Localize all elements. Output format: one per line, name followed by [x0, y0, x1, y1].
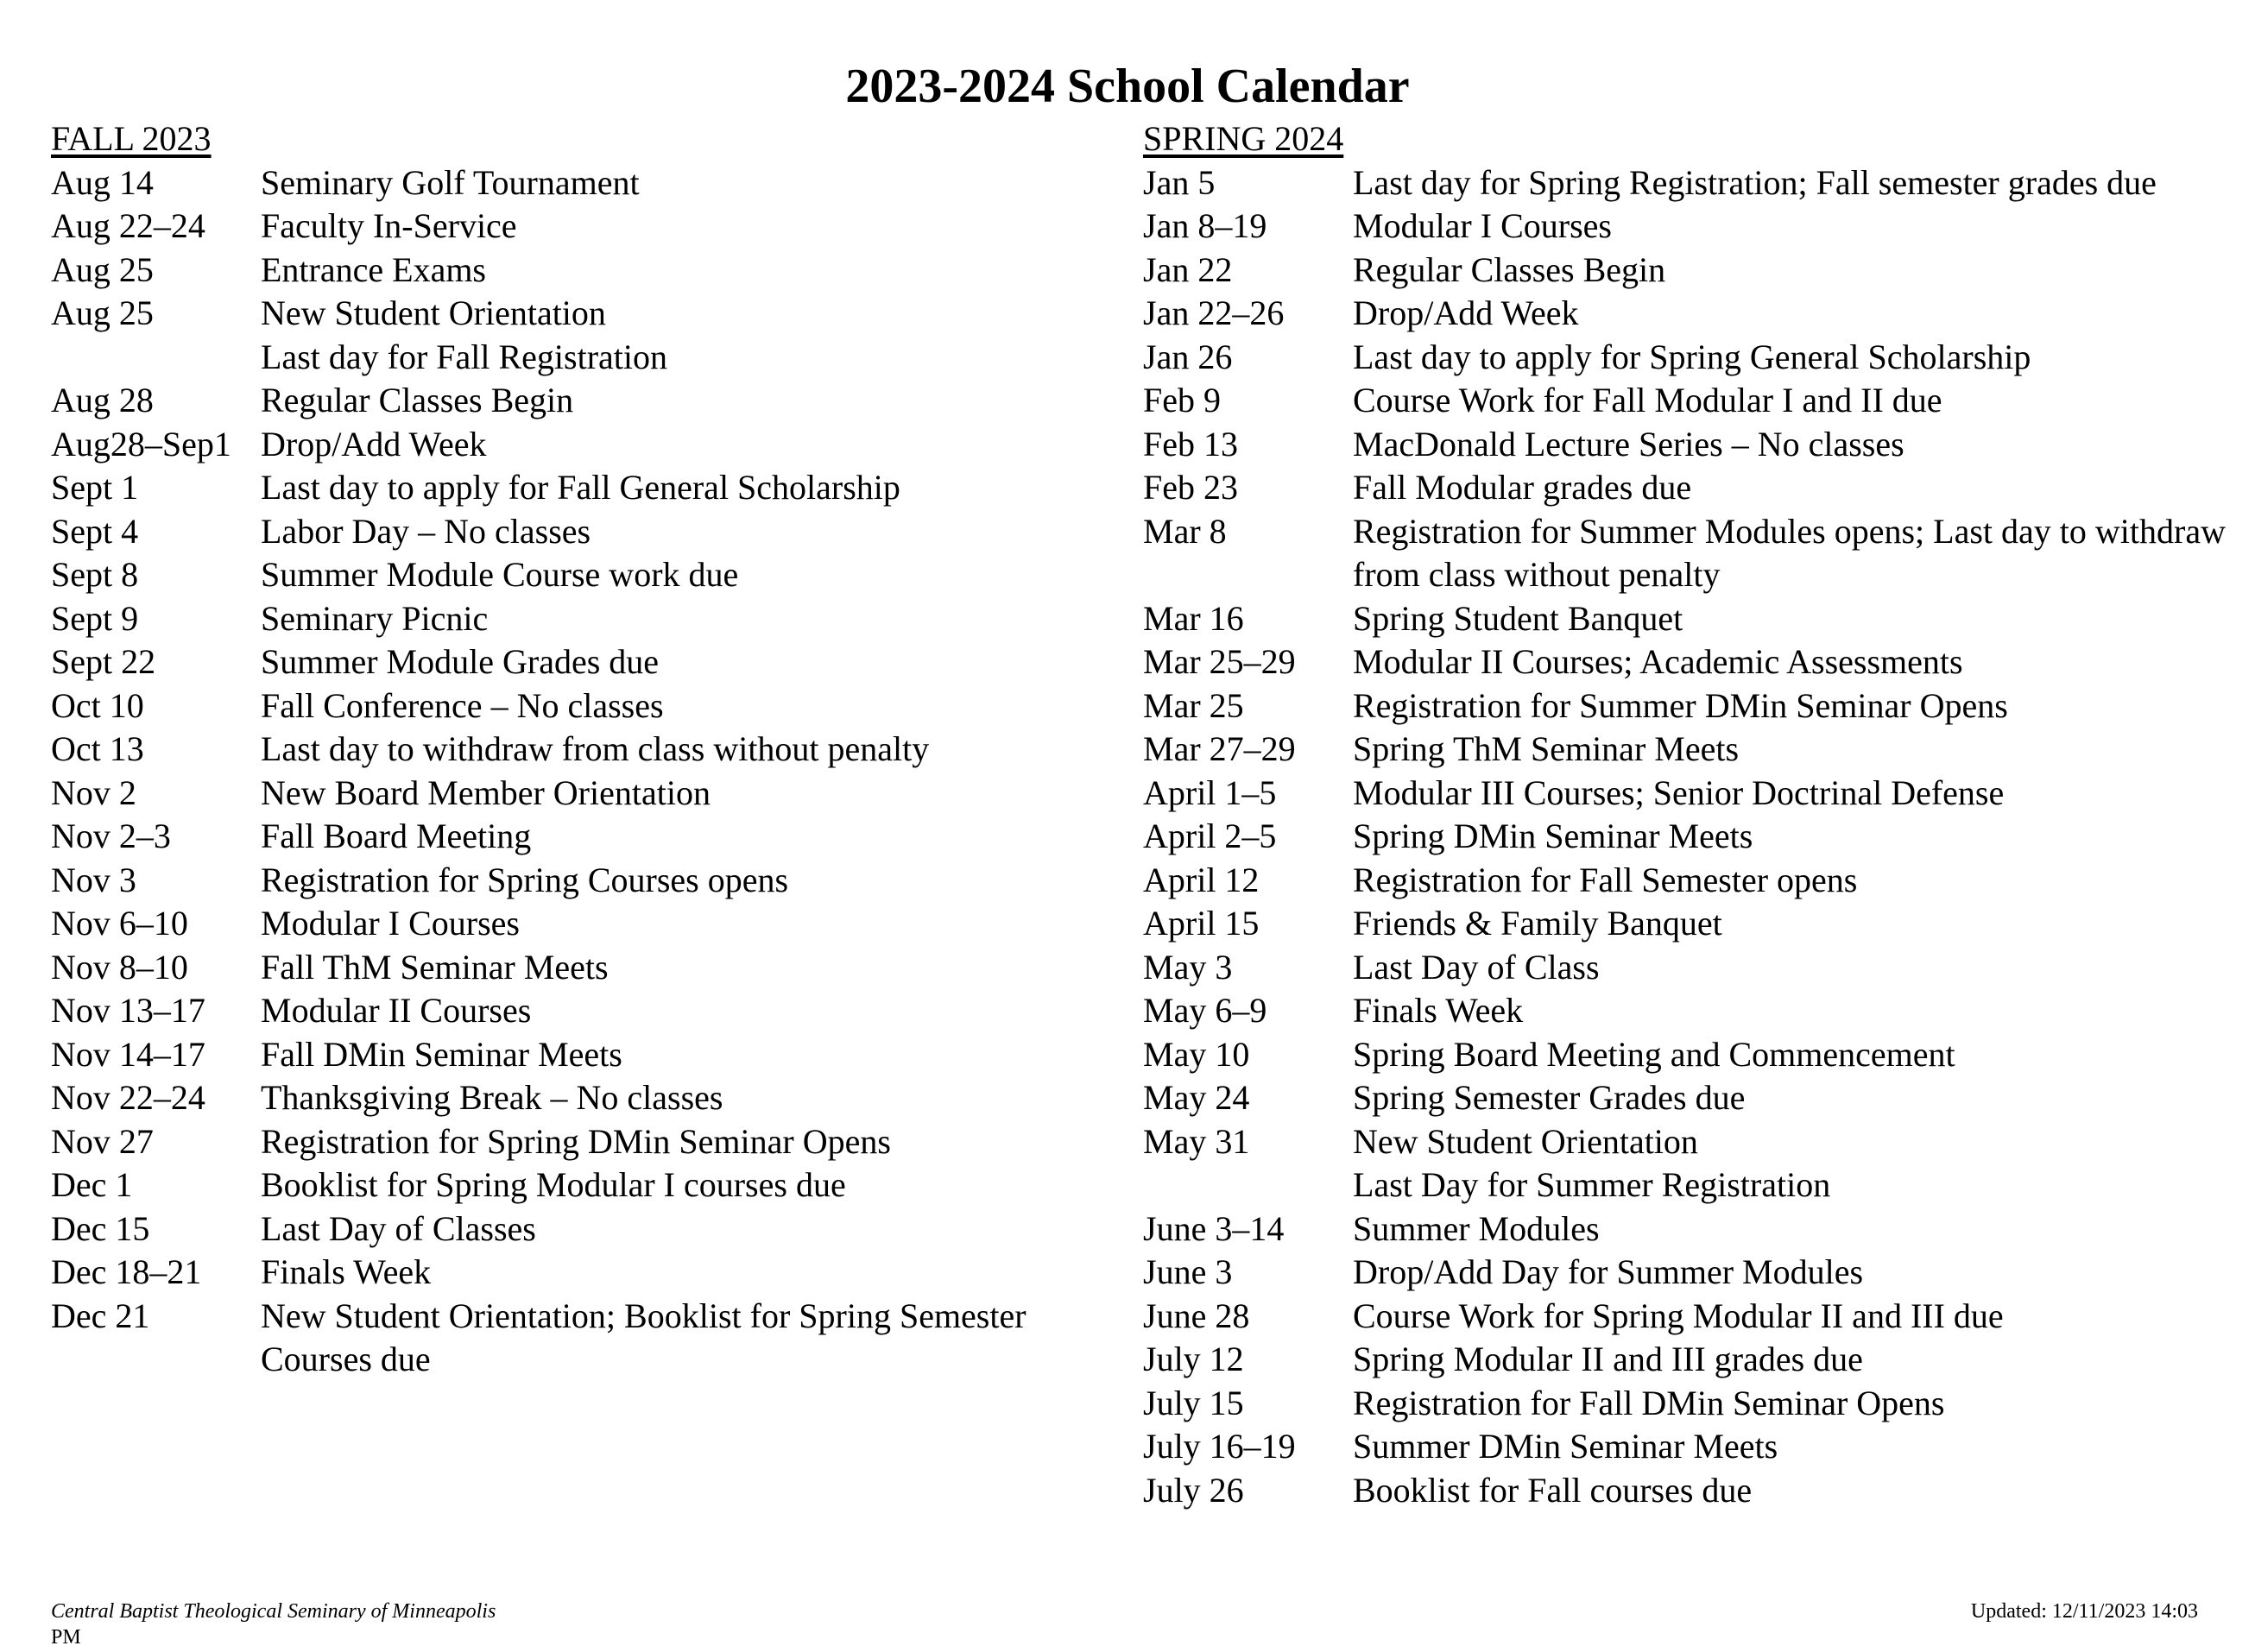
event-date: July 26: [1143, 1470, 1244, 1510]
event-description: Summer Module Course work due: [261, 555, 739, 594]
event-date: May 24: [1143, 1078, 1250, 1117]
calendar-event-row: [1143, 859, 2231, 903]
calendar-event-row: [1143, 249, 2231, 293]
event-date: Aug 28: [51, 381, 154, 419]
calendar-event-row: [51, 161, 1113, 205]
event-date: Feb 9: [1143, 381, 1221, 419]
calendar-event-row: [51, 902, 1113, 946]
event-date: Feb 23: [1143, 468, 1238, 507]
event-description: Spring Board Meeting and Commencement: [1353, 1034, 1955, 1074]
event-description: Course Work for Spring Modular II and III due: [1353, 1296, 2004, 1335]
calendar-event-row: [1143, 728, 2231, 772]
event-description: Regular Classes Begin: [261, 381, 574, 419]
event-date: Mar 8: [1143, 511, 1227, 551]
calendar-event-row: [51, 1295, 1113, 1382]
event-date: June 28: [1143, 1296, 1250, 1335]
event-description: New Student Orientation; Booklist for Spring Semester Courses due: [261, 1296, 1026, 1378]
event-date: Mar 25–29: [1143, 642, 1296, 681]
event-description: Summer DMin Seminar Meets: [1353, 1427, 1778, 1466]
event-date: Dec 18–21: [51, 1252, 202, 1291]
calendar-event-row: [1143, 1163, 2231, 1207]
event-description: Last day for Fall Registration: [261, 337, 668, 376]
event-description: Fall Conference – No classes: [261, 685, 664, 725]
calendar-event-row: [51, 1033, 1113, 1077]
calendar-event-row: [1143, 161, 2231, 205]
event-date: Sept 4: [51, 511, 139, 551]
calendar-event-row: [1143, 205, 2231, 249]
event-date: Aug 14: [51, 162, 154, 202]
event-date: May 3: [1143, 947, 1233, 987]
event-date: Aug28–Sep1: [51, 424, 231, 463]
event-description: Modular II Courses: [261, 991, 532, 1030]
event-date: Nov 2: [51, 772, 136, 812]
calendar-event-row: [51, 989, 1113, 1033]
calendar-event-row: [1143, 466, 2231, 510]
event-description: Spring Semester Grades due: [1353, 1078, 1746, 1117]
calendar-event-row: [1143, 1338, 2231, 1382]
event-date: Aug 22–24: [51, 206, 205, 245]
event-date: [1143, 1163, 1353, 1207]
event-date: Jan 26: [1143, 337, 1233, 376]
event-date: Aug 25: [51, 293, 154, 332]
event-date: Sept 22: [51, 642, 156, 681]
event-date: Mar 25: [1143, 685, 1244, 725]
event-description: Drop/Add Day for Summer Modules: [1353, 1252, 1864, 1291]
event-description: Registration for Spring DMin Seminar Opens: [261, 1121, 891, 1161]
event-date: Dec 15: [51, 1208, 150, 1248]
calendar-event-row: [1143, 1033, 2231, 1077]
event-description: Summer Module Grades due: [261, 642, 660, 681]
event-description: Last day to apply for Spring General Scholarship: [1353, 337, 2031, 376]
calendar-event-row: [1143, 815, 2231, 859]
event-date: May 31: [1143, 1121, 1250, 1161]
event-date: [51, 336, 261, 380]
event-description: Modular I Courses: [261, 904, 520, 943]
calendar-event-row: [1143, 1251, 2231, 1295]
event-date: May 6–9: [1143, 991, 1267, 1030]
event-description: Thanksgiving Break – No classes: [261, 1078, 723, 1117]
calendar-event-row: [51, 728, 1113, 772]
calendar-event-row: [1143, 989, 2231, 1033]
calendar-event-row: [51, 423, 1113, 467]
event-date: July 16–19: [1143, 1427, 1296, 1466]
calendar-event-row: [51, 1163, 1113, 1207]
calendar-event-row: [51, 249, 1113, 293]
calendar-event-row: [1143, 336, 2231, 380]
event-date: April 15: [1143, 904, 1260, 943]
event-date: Nov 6–10: [51, 904, 188, 943]
event-description: Modular III Courses; Senior Doctrinal Defense: [1353, 772, 2005, 812]
calendar-event-row: [51, 379, 1113, 423]
event-date: April 12: [1143, 860, 1260, 899]
event-date: Sept 9: [51, 598, 139, 638]
event-description: Spring DMin Seminar Meets: [1353, 817, 1753, 855]
event-date: Dec 1: [51, 1165, 133, 1204]
event-description: Finals Week: [261, 1252, 432, 1291]
event-date: Jan 5: [1143, 162, 1216, 202]
event-date: April 1–5: [1143, 772, 1277, 812]
calendar-event-row: [1143, 772, 2231, 816]
calendar-event-row: [1143, 1469, 2231, 1513]
event-date: Mar 16: [1143, 598, 1244, 638]
event-description: Fall Modular grades due: [1353, 468, 1692, 507]
fall-section: [51, 117, 1113, 1382]
calendar-event-row: [1143, 292, 2231, 336]
event-date: Nov 3: [51, 860, 136, 899]
event-description: Spring Modular II and III grades due: [1353, 1340, 1863, 1378]
calendar-event-row: [51, 946, 1113, 990]
event-date: Jan 8–19: [1143, 206, 1267, 245]
event-date: Nov 13–17: [51, 991, 205, 1030]
event-description: New Student Orientation: [261, 293, 606, 332]
event-date: Sept 1: [51, 468, 139, 507]
calendar-event-row: [1143, 1382, 2231, 1426]
calendar-event-row: [1143, 597, 2231, 641]
event-description: Labor Day – No classes: [261, 511, 591, 551]
event-date: Nov 2–3: [51, 817, 171, 855]
calendar-event-row: [1143, 1425, 2231, 1469]
event-description: Fall Board Meeting: [261, 817, 532, 855]
event-description: Modular II Courses; Academic Assessments: [1353, 642, 1963, 681]
footer-pm: PM: [51, 1626, 81, 1649]
event-description: Friends & Family Banquet: [1353, 904, 1722, 943]
calendar-event-row: [51, 597, 1113, 641]
event-date: Nov 14–17: [51, 1034, 205, 1074]
event-description: Fall DMin Seminar Meets: [261, 1034, 622, 1074]
event-description: New Student Orientation: [1353, 1121, 1698, 1161]
event-date: Nov 27: [51, 1121, 154, 1161]
event-date: May 10: [1143, 1034, 1250, 1074]
event-description: Regular Classes Begin: [1353, 249, 1666, 289]
event-description: Last day to apply for Fall General Scholarship: [261, 468, 900, 507]
calendar-event-row: [51, 510, 1113, 554]
calendar-event-row: [51, 466, 1113, 510]
event-date: Feb 13: [1143, 424, 1238, 463]
fall-heading: FALL 2023: [51, 119, 212, 158]
event-description: Registration for Fall DMin Seminar Opens: [1353, 1383, 1945, 1422]
event-date: July 12: [1143, 1340, 1244, 1378]
event-description: Last day for Spring Registration; Fall semester grades due: [1353, 162, 2157, 202]
calendar-event-row: [1143, 423, 2231, 467]
page-title: 2023-2024 School Calendar: [845, 60, 1410, 113]
event-description: Entrance Exams: [261, 249, 486, 289]
spring-heading: SPRING 2024: [1143, 119, 1344, 158]
event-date: Nov 8–10: [51, 947, 188, 987]
event-date: June 3: [1143, 1252, 1233, 1291]
event-description: Registration for Summer DMin Seminar Opens: [1353, 685, 2008, 725]
calendar-event-row: [1143, 1207, 2231, 1252]
event-description: Finals Week: [1353, 991, 1524, 1030]
event-description: Registration for Summer Modules opens; Last day to withdraw from class without penalty: [1353, 511, 2226, 594]
event-date: April 2–5: [1143, 817, 1277, 855]
event-description: MacDonald Lecture Series – No classes: [1353, 424, 1904, 463]
event-description: Last Day of Classes: [261, 1208, 536, 1248]
calendar-event-row: [51, 640, 1113, 684]
event-description: Registration for Fall Semester opens: [1353, 860, 1858, 899]
event-description: Drop/Add Week: [261, 424, 487, 463]
calendar-event-row: [51, 815, 1113, 859]
fall-events-list: [51, 161, 1113, 1382]
calendar-event-row: [51, 336, 1113, 380]
calendar-event-row: [1143, 1295, 2231, 1339]
calendar-event-row: [51, 292, 1113, 336]
event-description: Course Work for Fall Modular I and II due: [1353, 381, 1942, 419]
event-date: Dec 21: [51, 1296, 150, 1335]
event-description: Seminary Picnic: [261, 598, 489, 638]
event-description: Spring ThM Seminar Meets: [1353, 729, 1740, 768]
calendar-event-row: [51, 1207, 1113, 1252]
event-date: June 3–14: [1143, 1208, 1285, 1248]
event-description: Faculty In-Service: [261, 206, 517, 245]
calendar-event-row: [51, 684, 1113, 728]
calendar-event-row: [51, 205, 1113, 249]
event-description: Modular I Courses: [1353, 206, 1612, 245]
calendar-event-row: [51, 1076, 1113, 1120]
calendar-event-row: [1143, 510, 2231, 597]
event-date: Sept 8: [51, 555, 139, 594]
event-date: Jan 22: [1143, 249, 1233, 289]
calendar-event-row: [51, 1251, 1113, 1295]
calendar-event-row: [1143, 684, 2231, 728]
event-description: Booklist for Fall courses due: [1353, 1470, 1753, 1510]
calendar-event-row: [1143, 1120, 2231, 1164]
event-date: Nov 22–24: [51, 1078, 205, 1117]
event-description: Seminary Golf Tournament: [261, 162, 640, 202]
event-date: Oct 10: [51, 685, 144, 725]
event-date: July 15: [1143, 1383, 1244, 1422]
event-description: Fall ThM Seminar Meets: [261, 947, 609, 987]
calendar-event-row: [1143, 379, 2231, 423]
calendar-event-row: [51, 553, 1113, 597]
footer-updated: Updated: 12/11/2023 14:03: [1970, 1600, 2198, 1623]
event-description: Last day to withdraw from class without penalty: [261, 729, 930, 768]
event-description: Registration for Spring Courses opens: [261, 860, 789, 899]
calendar-event-row: [51, 859, 1113, 903]
calendar-event-row: [1143, 902, 2231, 946]
event-date: Jan 22–26: [1143, 293, 1285, 332]
footer-organization: Central Baptist Theological Seminary of Minneapolis: [51, 1600, 496, 1623]
calendar-event-row: [51, 1120, 1113, 1164]
spring-section: [1143, 117, 2231, 1512]
event-description: New Board Member Orientation: [261, 772, 711, 812]
calendar-event-row: [1143, 1076, 2231, 1120]
calendar-event-row: [1143, 640, 2231, 684]
calendar-event-row: [1143, 946, 2231, 990]
event-description: Spring Student Banquet: [1353, 598, 1683, 638]
footer-left: [51, 1598, 496, 1650]
event-description: Last Day of Class: [1353, 947, 1600, 987]
event-description: Booklist for Spring Modular I courses due: [261, 1165, 846, 1204]
event-date: Aug 25: [51, 249, 154, 289]
spring-events-list: [1143, 161, 2231, 1513]
calendar-event-row: [51, 772, 1113, 816]
event-description: Last Day for Summer Registration: [1353, 1165, 1831, 1204]
event-description: Drop/Add Week: [1353, 293, 1579, 332]
event-date: Mar 27–29: [1143, 729, 1296, 768]
event-date: Oct 13: [51, 729, 144, 768]
event-description: Summer Modules: [1353, 1208, 1600, 1248]
